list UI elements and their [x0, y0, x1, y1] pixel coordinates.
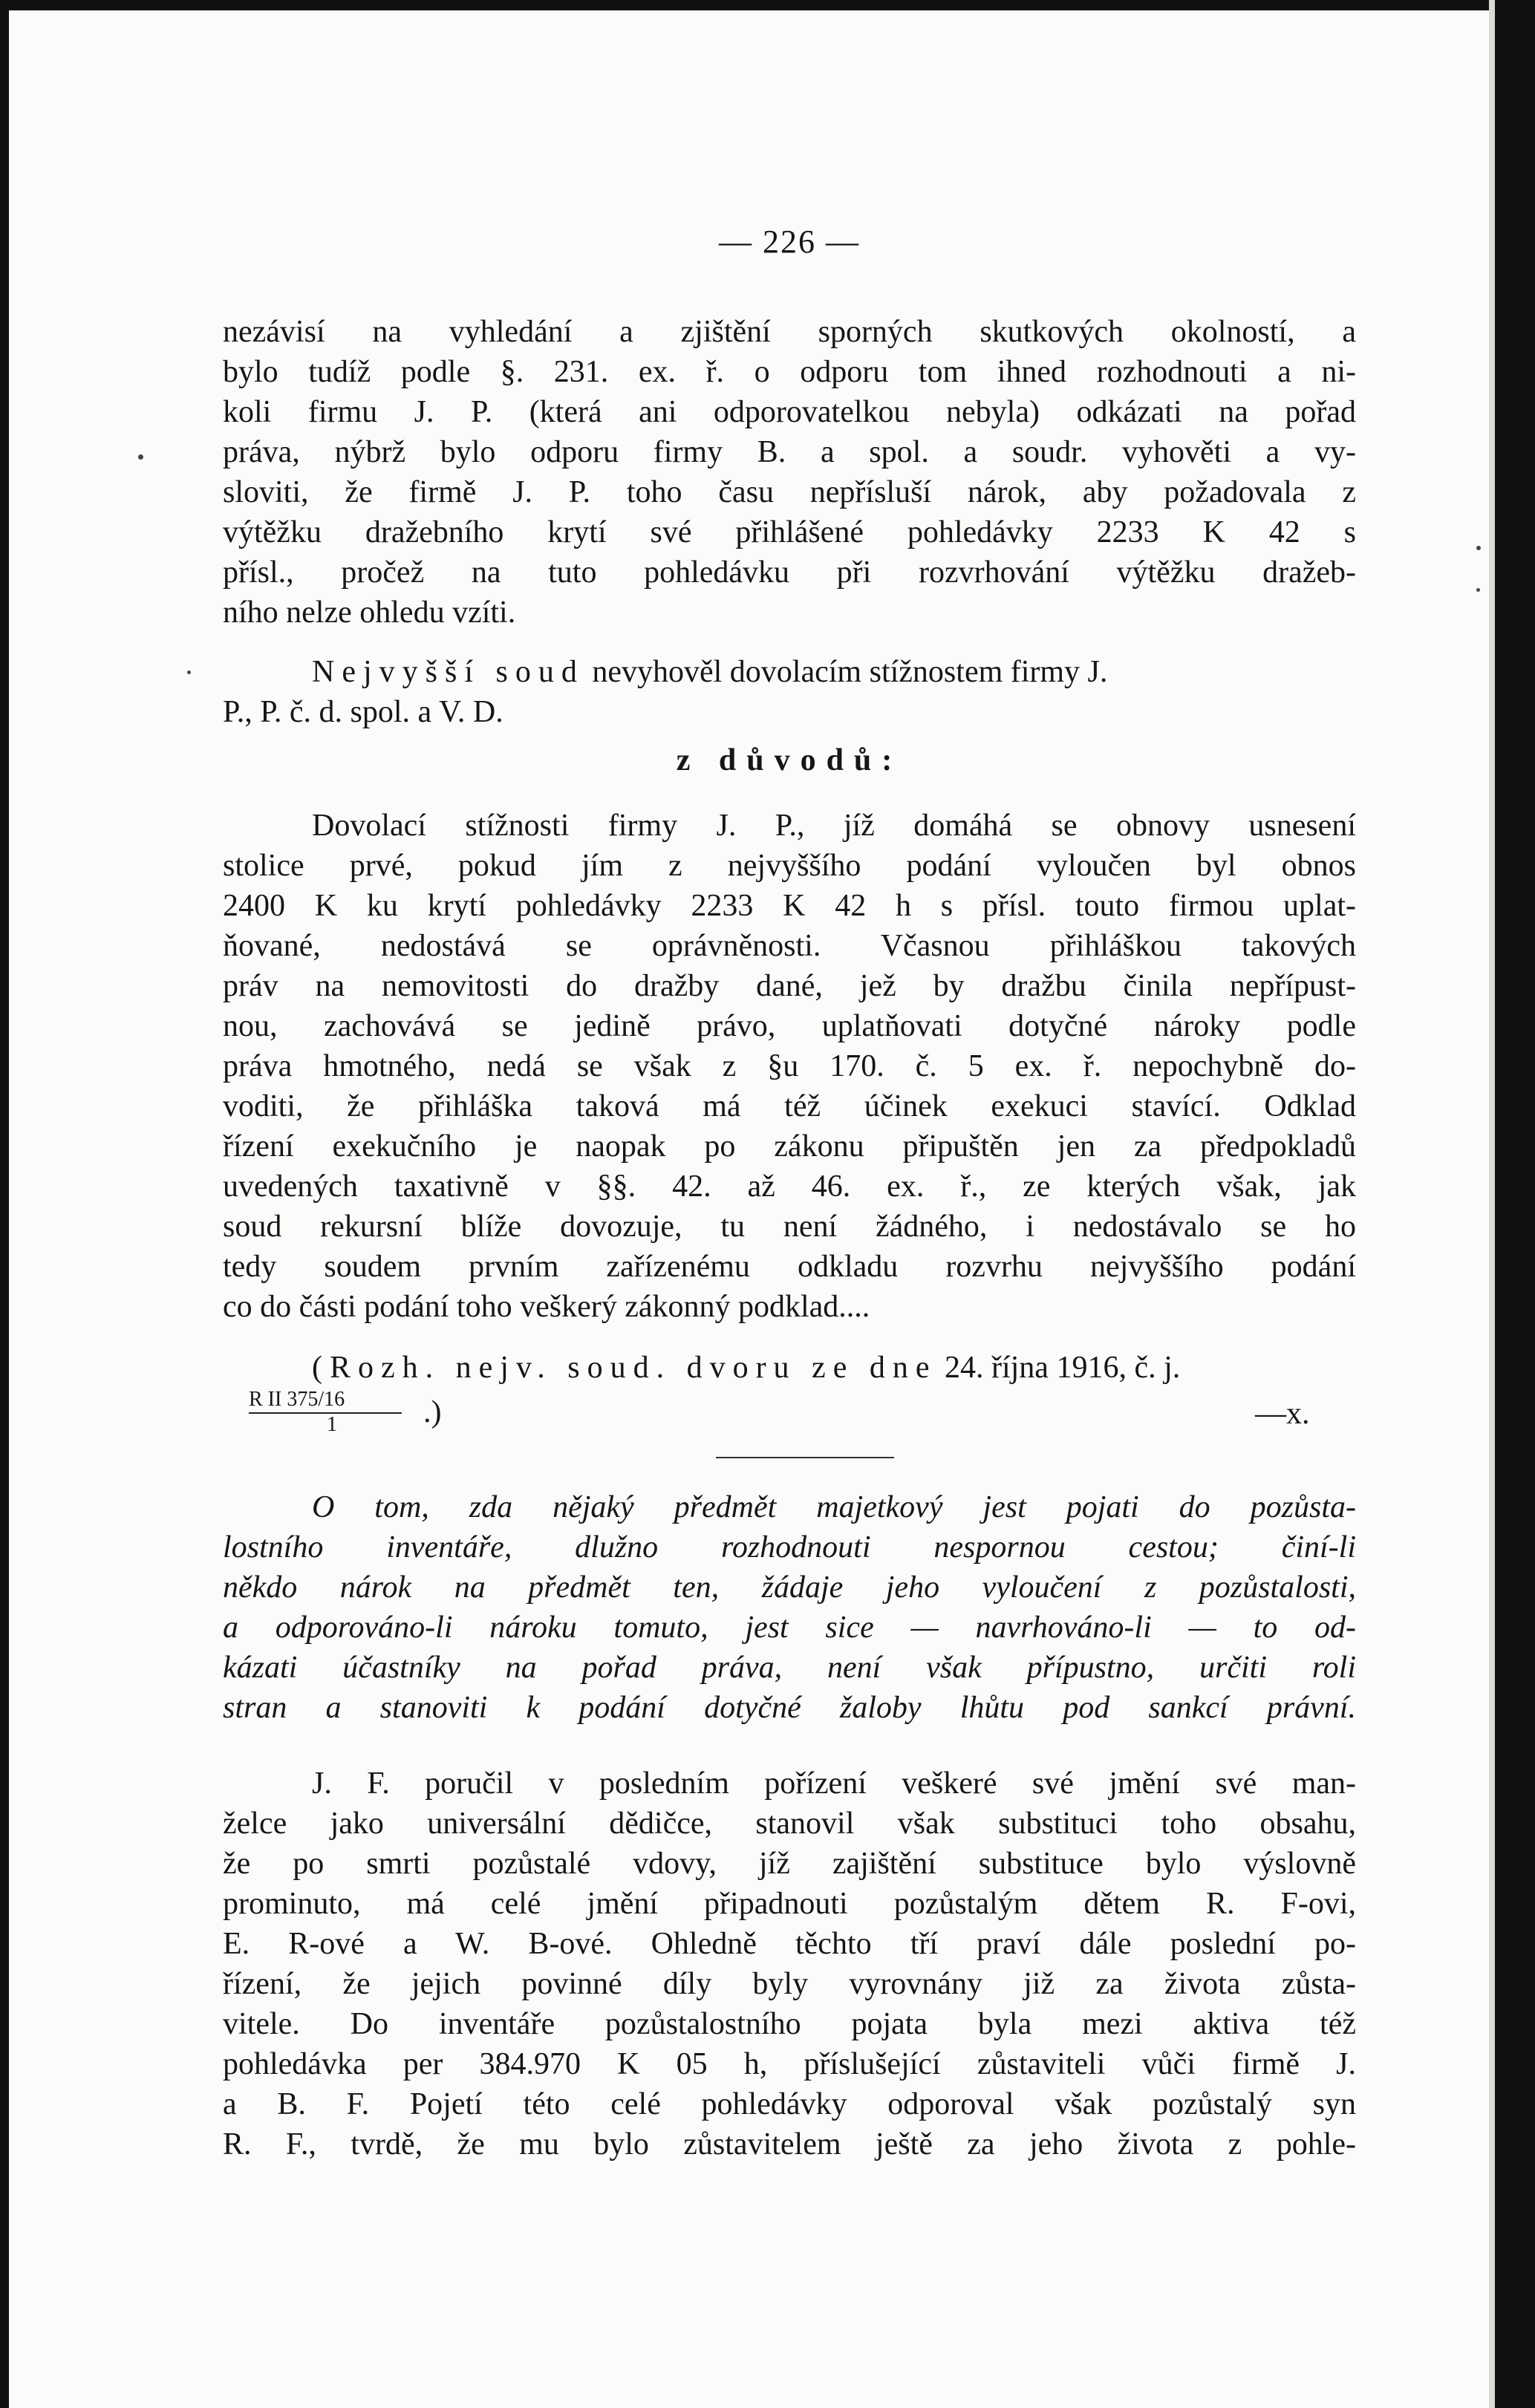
text-line: soud rekursní blíže dovozuje, tu není žádného, i nedostávalo se ho: [223, 1210, 1356, 1244]
citation: [223, 1348, 1356, 1388]
legal-summary: [223, 1487, 1356, 1728]
text-line: prominuto, má celé jmění připadnouti pozůstalým dětem R. F-ovi,: [223, 1887, 1356, 1921]
text-line: Dovolací stížnosti firmy J. P., jíž domáhá se obnovy usnesení: [312, 809, 1356, 843]
section-divider: [716, 1457, 894, 1458]
citation-line: [223, 1348, 1356, 1388]
text-line: uvedených taxativně v §§. 42. až 46. ex. ř., ze kterých však, jak: [223, 1169, 1356, 1204]
case-facts-paragraph: [223, 1763, 1356, 2164]
text-line: R. F., tvrdě, že mu bylo zůstavitelem ještě za jeho života z pohle-: [223, 2127, 1356, 2161]
court-name: Nejvyšší soud: [312, 655, 584, 689]
decision-paragraph: [223, 652, 1356, 732]
text-line: nezávisí na vyhledání a zjištění sporných skutkových okolností, a: [223, 315, 1356, 349]
citation-court: (Rozh. nejv. soud. dvoru ze dne: [312, 1351, 937, 1385]
reasons-heading: z důvodů:: [676, 743, 903, 777]
summary-line: lostního inventáře, dlužno rozhodnouti nespornou cestou; činí-li: [223, 1530, 1356, 1564]
text-line: ňované, nedostává se oprávněnosti. Včasnou přihláškou takových: [223, 929, 1356, 963]
text-line: J. F. poručil v posledním pořízení veškeré své jmění své man-: [312, 1766, 1356, 1801]
text-line: řízení exekučního je naopak po zákonu připuštěn jen za předpokladů: [223, 1129, 1356, 1164]
text-line: ního nelze ohledu vzíti.: [223, 596, 516, 630]
text-line: co do části podání toho veškerý zákonný podklad....: [223, 1290, 870, 1324]
text-line: stolice prvé, pokud jím z nejvyššího podání vyloučen byl obnos: [223, 849, 1356, 883]
text-line: a B. F. Pojetí této celé pohledávky odporoval však pozůstalý syn: [223, 2087, 1356, 2121]
text-line: bylo tudíž podle §. 231. ex. ř. o odporu tom ihned rozhodnouti a ni-: [223, 355, 1356, 389]
summary-line: kázati účastníky na pořad práva, není však přípustno, určiti roli: [223, 1651, 1356, 1685]
decision-line: P., P. č. d. spol. a V. D.: [223, 695, 503, 729]
citation-date: 24. října 1916, č. j.: [936, 1351, 1181, 1385]
scan-edge-right-inner: [1489, 0, 1495, 2408]
text-line: sloviti, že firmě J. P. toho času nepřísluší nárok, aby požadovala z: [223, 475, 1356, 509]
scan-speck: [1476, 588, 1480, 592]
citation-close: .): [423, 1395, 442, 1429]
case-number-denominator: 1: [327, 1413, 337, 1436]
text-line: řízení, že jejich povinné díly byly vyrovnány již za života zůsta-: [223, 1967, 1356, 2001]
text-line: 2400 K ku krytí pohledávky 2233 K 42 h s přísl. touto firmou uplat-: [223, 889, 1356, 923]
page-number: — 226 —: [719, 223, 860, 260]
text-line: práva, nýbrž bylo odporu firmy B. a spol. a soudr. vyhověti a vy-: [223, 435, 1356, 469]
text-line: koli firmu J. P. (která ani odporovatelkou nebyla) odkázati na pořad: [223, 395, 1356, 429]
summary-line: někdo nárok na předmět ten, žádaje jeho vyloučení z pozůstalosti,: [223, 1570, 1356, 1605]
text-line: práv na nemovitosti do dražby dané, jež by dražbu činila nepřípust-: [223, 969, 1356, 1003]
summary-line: a odporováno-li nároku tomuto, jest sice — navrhováno-li — to od-: [223, 1611, 1356, 1645]
text-line: nou, zachovává se jedině právo, uplatňovati dotyčné nároky podle: [223, 1009, 1356, 1043]
scan-edge-top: [0, 0, 1535, 10]
scan-edge-left: [0, 0, 9, 2408]
summary-line: stran a stanoviti k podání dotyčné žaloby lhůtu pod sankcí právní.: [223, 1691, 1356, 1725]
case-number-fraction: [249, 1389, 402, 1436]
scan-edge-right: [1495, 0, 1535, 2408]
author-initials: —x.: [1255, 1397, 1310, 1431]
text-line: želce jako universální dědičce, stanovil však substituci toho obsahu,: [223, 1807, 1356, 1841]
text-line: že po smrti pozůstalé vdovy, jíž zajištění substituce bylo výslovně: [223, 1847, 1356, 1881]
text-line: E. R-ové a W. B-ové. Ohledně těchto tří praví dále poslední po-: [223, 1927, 1356, 1961]
summary-line: O tom, zda nějaký předmět majetkový jest pojati do pozůsta-: [312, 1490, 1356, 1524]
text-line: voditi, že přihláška taková má též účinek exekuci stavící. Odklad: [223, 1089, 1356, 1123]
text-line: tedy soudem prvním zařízenému odkladu rozvrhu nejvyššího podání: [223, 1250, 1356, 1284]
text-line: výtěžku dražebního krytí své přihlášené pohledávky 2233 K 42 s: [223, 515, 1356, 549]
scan-speck: [138, 454, 143, 460]
text-line: práva hmotného, nedá se však z §u 170. č. 5 ex. ř. nepochybně do-: [223, 1049, 1356, 1083]
reasons-paragraph: [223, 806, 1356, 1327]
text-line: pohledávka per 384.970 K 05 h, příslušející zůstaviteli vůči firmě J.: [223, 2047, 1356, 2081]
case-number: R II 375/16: [249, 1389, 402, 1414]
text-line: přísl., pročež na tuto pohledávku při rozvrhování výtěžku dražeb-: [223, 555, 1356, 590]
paragraph-continuation: [223, 312, 1356, 633]
scan-speck: [1476, 546, 1481, 550]
text-line: vitele. Do inventáře pozůstalostního pojata byla mezi aktiva též: [223, 2007, 1356, 2041]
decision-text: nevyhověl dovolacím stížnostem firmy J.: [584, 655, 1108, 689]
scan-speck: [187, 670, 191, 674]
decision-line: [223, 652, 1356, 692]
